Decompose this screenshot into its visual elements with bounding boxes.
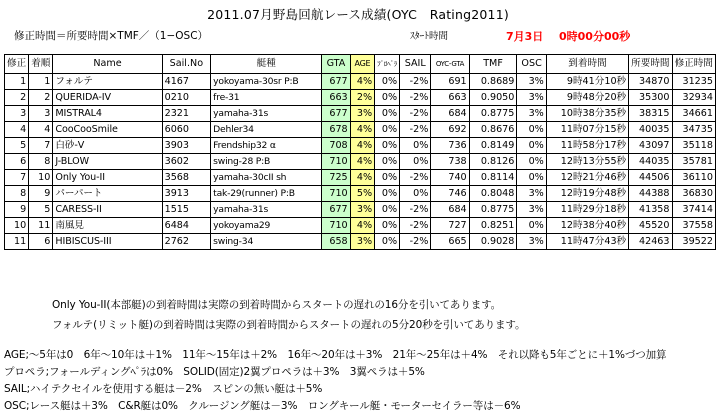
osc-cell: 3% — [517, 202, 546, 218]
note-forte: フォルテ(リミット艇)の到着時間は実際の到着時間からスタートの遅れの5分20秒を引いてあります。 — [52, 319, 526, 331]
elapsed-cell: 38315 — [629, 106, 672, 122]
elapsed-cell: 35300 — [629, 90, 672, 106]
finish-cell: 6 — [29, 234, 53, 250]
boat-name-cell: QUERIDA-IV — [53, 90, 162, 106]
arrival-cell: 9時41分10秒 — [546, 74, 628, 90]
col-model: 艇種 — [211, 55, 322, 74]
osc-cell: 3% — [517, 90, 546, 106]
boat-name-cell: J-BLOW — [53, 154, 162, 170]
propeller-cell: 0% — [375, 202, 400, 218]
corrected-cell: 34735 — [672, 122, 715, 138]
osc-cell: 3% — [517, 234, 546, 250]
elapsed-cell: 41358 — [629, 202, 672, 218]
sail-cell: 0% — [400, 186, 431, 202]
arrival-cell: 11時47分43秒 — [546, 234, 628, 250]
col-corrected: 修正時間 — [672, 55, 715, 74]
corrected-cell: 36830 — [672, 186, 715, 202]
sail-cell: 0% — [400, 154, 431, 170]
boat-name-cell: CARESS-II — [53, 202, 162, 218]
col-osc: OSC — [517, 55, 546, 74]
finish-cell: 2 — [29, 90, 53, 106]
rank-cell: 9 — [5, 202, 29, 218]
oyc-gta-cell: 684 — [431, 202, 469, 218]
correction-formula: 修正時間＝所要時間×TMF／（1−OSC） — [14, 30, 209, 42]
table-row — [5, 234, 716, 250]
boat-name-cell: Only You-II — [53, 170, 162, 186]
elapsed-cell: 42463 — [629, 234, 672, 250]
finish-cell: 11 — [29, 218, 53, 234]
rank-cell: 10 — [5, 218, 29, 234]
sail-cell: -2% — [400, 74, 431, 90]
osc-cell: 0% — [517, 122, 546, 138]
osc-cell: 3% — [517, 186, 546, 202]
arrival-cell: 11時07分15秒 — [546, 122, 628, 138]
rank-cell: 11 — [5, 234, 29, 250]
model-cell: tak-29(runner) P:B — [211, 186, 322, 202]
age-cell: 4% — [350, 74, 374, 90]
osc-cell: 0% — [517, 170, 546, 186]
header-row — [5, 55, 716, 74]
col-age: AGE — [350, 55, 374, 74]
osc-cell: 0% — [517, 138, 546, 154]
gta-cell: 678 — [322, 122, 350, 138]
table-row — [5, 122, 716, 138]
start-date: 7月3日 — [506, 30, 544, 43]
start-time-label: ｽﾀｰﾄ時間 — [410, 31, 449, 42]
sail-cell: -2% — [400, 106, 431, 122]
corrected-cell: 39522 — [672, 234, 715, 250]
sail-no-cell: 6060 — [162, 122, 211, 138]
age-cell: 2% — [350, 90, 374, 106]
legend-sail: SAIL;ハイテクセイルを使用する艇は－2% スピンの無い艇は＋5% — [4, 383, 323, 395]
propeller-cell: 0% — [375, 170, 400, 186]
arrival-cell: 12時38分40秒 — [546, 218, 628, 234]
rank-cell: 3 — [5, 106, 29, 122]
model-cell: swing-34 — [211, 234, 322, 250]
age-cell: 5% — [350, 186, 374, 202]
tmf-cell: 0.8689 — [469, 74, 517, 90]
boat-name-cell: MISTRAL4 — [53, 106, 162, 122]
age-cell: 4% — [350, 154, 374, 170]
corrected-cell: 35781 — [672, 154, 715, 170]
sail-no-cell: 3903 — [162, 138, 211, 154]
gta-cell: 708 — [322, 138, 350, 154]
gta-cell: 710 — [322, 186, 350, 202]
tmf-cell: 0.8251 — [469, 218, 517, 234]
age-cell: 4% — [350, 170, 374, 186]
table-row — [5, 138, 716, 154]
model-cell: swing-28 P:B — [211, 154, 322, 170]
age-cell: 3% — [350, 106, 374, 122]
rank-cell: 8 — [5, 186, 29, 202]
gta-cell: 677 — [322, 74, 350, 90]
model-cell: yamaha-31s — [211, 106, 322, 122]
results-table — [4, 54, 716, 250]
propeller-cell: 0% — [375, 234, 400, 250]
propeller-cell: 0% — [375, 106, 400, 122]
gta-cell: 725 — [322, 170, 350, 186]
oyc-gta-cell: 738 — [431, 154, 469, 170]
oyc-gta-cell: 665 — [431, 234, 469, 250]
table-row — [5, 186, 716, 202]
osc-cell: 0% — [517, 154, 546, 170]
finish-cell: 3 — [29, 106, 53, 122]
col-sail-no: Sail.No — [162, 55, 211, 74]
age-cell: 4% — [350, 122, 374, 138]
elapsed-cell: 45520 — [629, 218, 672, 234]
arrival-cell: 9時48分20秒 — [546, 90, 628, 106]
table-row — [5, 106, 716, 122]
finish-cell: 8 — [29, 154, 53, 170]
rank-cell: 1 — [5, 74, 29, 90]
finish-cell: 4 — [29, 122, 53, 138]
elapsed-cell: 44035 — [629, 154, 672, 170]
boat-name-cell: パーパート — [53, 186, 162, 202]
tmf-cell: 0.9028 — [469, 234, 517, 250]
sail-cell: -2% — [400, 122, 431, 138]
boat-name-cell: フォルテ — [53, 74, 162, 90]
col-gta: GTA — [322, 55, 350, 74]
osc-cell: 0% — [517, 218, 546, 234]
boat-name-cell: HIBISCUS-III — [53, 234, 162, 250]
rank-cell: 2 — [5, 90, 29, 106]
col-sail: SAIL — [400, 55, 431, 74]
osc-cell: 3% — [517, 74, 546, 90]
arrival-cell: 12時13分55秒 — [546, 154, 628, 170]
corrected-cell: 34661 — [672, 106, 715, 122]
results-body — [5, 74, 716, 250]
tmf-cell: 0.8775 — [469, 106, 517, 122]
col-propeller: ﾌﾟﾛﾍﾟﾗ — [375, 55, 400, 74]
sail-no-cell: 2762 — [162, 234, 211, 250]
osc-cell: 3% — [517, 106, 546, 122]
sail-no-cell: 2321 — [162, 106, 211, 122]
arrival-cell: 11時29分18秒 — [546, 202, 628, 218]
propeller-cell: 0% — [375, 74, 400, 90]
corrected-cell: 37414 — [672, 202, 715, 218]
sail-no-cell: 3913 — [162, 186, 211, 202]
sail-no-cell: 3568 — [162, 170, 211, 186]
legend-osc: OSC;レース艇は＋3% C&R艇は0% クルージング艇は－3% ロングキール艇・モーターセイラー等は－6% — [4, 400, 521, 412]
finish-cell: 10 — [29, 170, 53, 186]
oyc-gta-cell: 684 — [431, 106, 469, 122]
finish-cell: 9 — [29, 186, 53, 202]
tmf-cell: 0.8126 — [469, 154, 517, 170]
legend-age: AGE;～5年は0 6年～10年は＋1% 11年～15年は＋2% 16年～20年は＋3% 21年～25年は＋4% それ以降も5年ごとに＋1%づつ加算 — [4, 349, 667, 361]
sail-cell: -2% — [400, 234, 431, 250]
table-row — [5, 170, 716, 186]
col-elapsed: 所要時間 — [629, 55, 672, 74]
rank-cell: 6 — [5, 154, 29, 170]
age-cell: 4% — [350, 218, 374, 234]
note-only-you: Only You-II(本部艇)の到着時間は実際の到着時間からスタートの遅れの16分を引いてあります。 — [52, 299, 502, 311]
corrected-cell: 37558 — [672, 218, 715, 234]
sail-cell: -2% — [400, 90, 431, 106]
boat-name-cell: CooCooSmile — [53, 122, 162, 138]
model-cell: yamaha-30cII sh — [211, 170, 322, 186]
arrival-cell: 12時19分48秒 — [546, 186, 628, 202]
corrected-cell: 31235 — [672, 74, 715, 90]
corrected-cell: 36110 — [672, 170, 715, 186]
propeller-cell: 0% — [375, 122, 400, 138]
gta-cell: 677 — [322, 106, 350, 122]
table-row — [5, 74, 716, 90]
model-cell: fre-31 — [211, 90, 322, 106]
col-oyc-gta: OYC-GTA — [431, 55, 469, 74]
propeller-cell: 0% — [375, 218, 400, 234]
gta-cell: 677 — [322, 202, 350, 218]
oyc-gta-cell: 663 — [431, 90, 469, 106]
elapsed-cell: 40035 — [629, 122, 672, 138]
col-finish: 着順 — [29, 55, 53, 74]
col-name: Name — [53, 55, 162, 74]
table-row — [5, 154, 716, 170]
page-title: 2011.07月野島回航レース成績(OYC Rating2011) — [207, 7, 509, 22]
arrival-cell: 12時21分46秒 — [546, 170, 628, 186]
oyc-gta-cell: 736 — [431, 138, 469, 154]
propeller-cell: 0% — [375, 186, 400, 202]
table-row — [5, 218, 716, 234]
sail-no-cell: 4167 — [162, 74, 211, 90]
propeller-cell: 0% — [375, 90, 400, 106]
model-cell: yokoyama29 — [211, 218, 322, 234]
tmf-cell: 0.8676 — [469, 122, 517, 138]
sail-no-cell: 3602 — [162, 154, 211, 170]
table-row — [5, 90, 716, 106]
sail-cell: 0% — [400, 138, 431, 154]
oyc-gta-cell: 740 — [431, 170, 469, 186]
rank-cell: 4 — [5, 122, 29, 138]
tmf-cell: 0.9050 — [469, 90, 517, 106]
model-cell: Dehler34 — [211, 122, 322, 138]
table-row — [5, 202, 716, 218]
sail-no-cell: 1515 — [162, 202, 211, 218]
corrected-cell: 35118 — [672, 138, 715, 154]
legend-propeller: プロペラ;フォールディングﾍﾟﾗは0% SOLID(固定)2翼プロペラは＋3% 3翼ペラは＋5% — [4, 366, 425, 378]
gta-cell: 710 — [322, 218, 350, 234]
arrival-cell: 10時38分35秒 — [546, 106, 628, 122]
finish-cell: 7 — [29, 138, 53, 154]
col-rank: 修正 — [5, 55, 29, 74]
arrival-cell: 11時58分17秒 — [546, 138, 628, 154]
age-cell: 3% — [350, 234, 374, 250]
rank-cell: 5 — [5, 138, 29, 154]
gta-cell: 658 — [322, 234, 350, 250]
propeller-cell: 0% — [375, 138, 400, 154]
tmf-cell: 0.8114 — [469, 170, 517, 186]
sail-no-cell: 0210 — [162, 90, 211, 106]
sail-cell: -2% — [400, 170, 431, 186]
tmf-cell: 0.8149 — [469, 138, 517, 154]
oyc-gta-cell: 692 — [431, 122, 469, 138]
sail-no-cell: 6484 — [162, 218, 211, 234]
oyc-gta-cell: 746 — [431, 186, 469, 202]
model-cell: yokoyama-30sr P:B — [211, 74, 322, 90]
gta-cell: 710 — [322, 154, 350, 170]
boat-name-cell: 白砂-V — [53, 138, 162, 154]
elapsed-cell: 43097 — [629, 138, 672, 154]
sail-cell: -2% — [400, 218, 431, 234]
boat-name-cell: 南風見 — [53, 218, 162, 234]
corrected-cell: 32934 — [672, 90, 715, 106]
rank-cell: 7 — [5, 170, 29, 186]
propeller-cell: 0% — [375, 154, 400, 170]
age-cell: 4% — [350, 138, 374, 154]
finish-cell: 1 — [29, 74, 53, 90]
model-cell: yamaha-31s — [211, 202, 322, 218]
elapsed-cell: 44506 — [629, 170, 672, 186]
elapsed-cell: 44388 — [629, 186, 672, 202]
col-tmf: TMF — [469, 55, 517, 74]
elapsed-cell: 34870 — [629, 74, 672, 90]
oyc-gta-cell: 691 — [431, 74, 469, 90]
tmf-cell: 0.8048 — [469, 186, 517, 202]
finish-cell: 5 — [29, 202, 53, 218]
tmf-cell: 0.8775 — [469, 202, 517, 218]
col-arrival: 到着時間 — [546, 55, 628, 74]
model-cell: Frendship32 α — [211, 138, 322, 154]
age-cell: 3% — [350, 202, 374, 218]
start-time: 0時00分00秒 — [559, 30, 631, 43]
sail-cell: -2% — [400, 202, 431, 218]
oyc-gta-cell: 727 — [431, 218, 469, 234]
gta-cell: 663 — [322, 90, 350, 106]
